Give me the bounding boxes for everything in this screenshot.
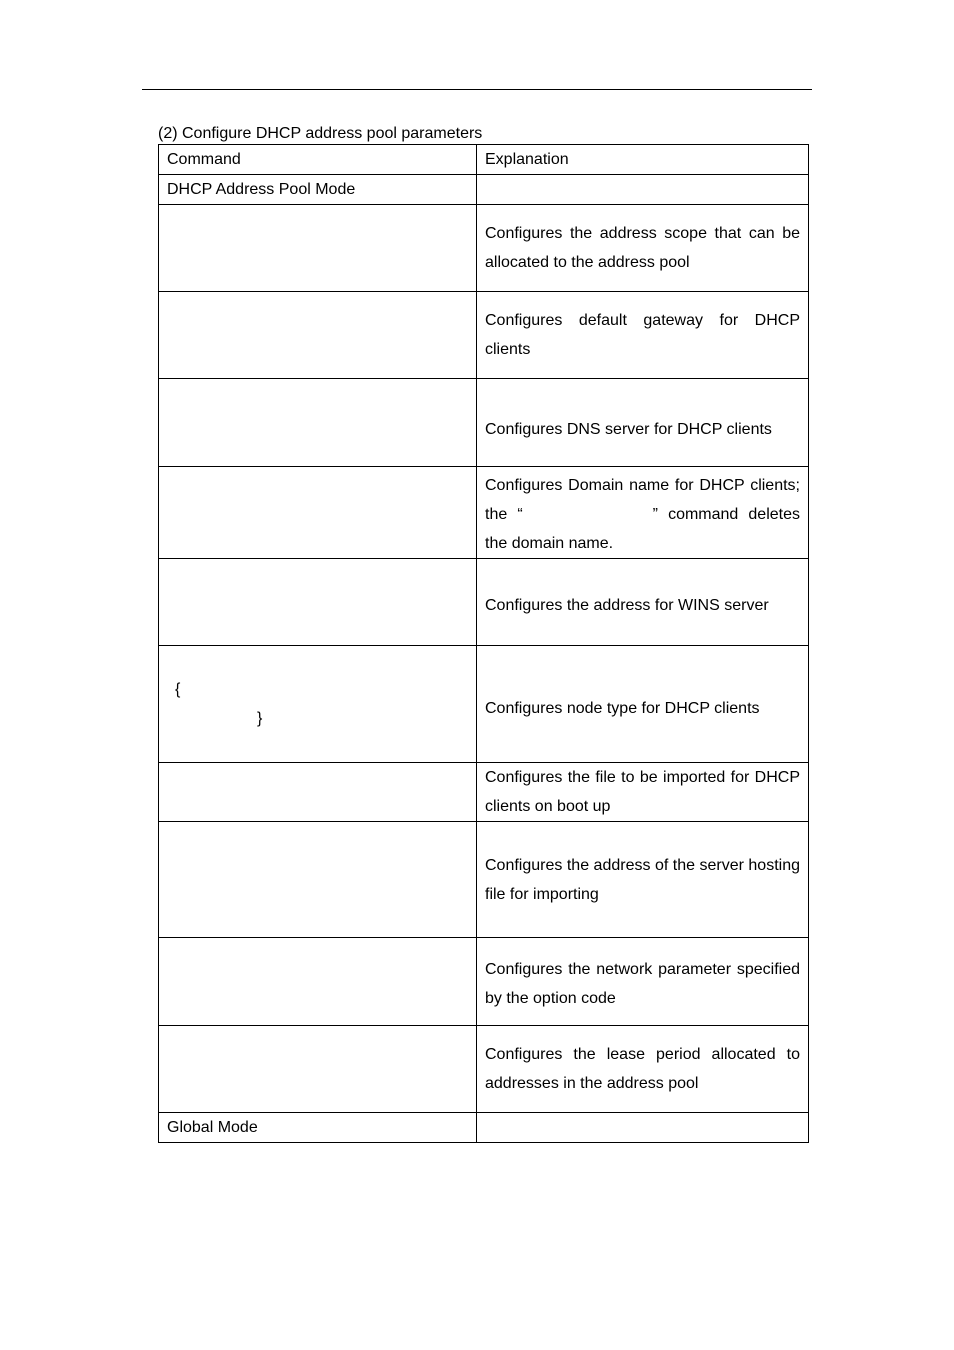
table-row (159, 379, 809, 467)
command-cell (159, 379, 477, 467)
table-row (159, 292, 809, 379)
table-row (159, 763, 809, 822)
brace-close: } (257, 710, 263, 727)
command-cell (159, 559, 477, 646)
table-row (159, 559, 809, 646)
command-cell (159, 205, 477, 292)
table-header-row (159, 145, 809, 175)
table-row (159, 938, 809, 1026)
explanation-part: ” command deletes the domain name. (485, 506, 800, 552)
command-cell (159, 646, 477, 763)
mode-label: DHCP Address Pool Mode (159, 175, 477, 205)
mode-label: Global Mode (159, 1113, 477, 1143)
explanation-cell: Configures the lease period allocated to addresses in the address pool (477, 1026, 809, 1113)
header-command: Command (159, 145, 477, 175)
table-row (159, 467, 809, 559)
explanation-cell: Configures node type for DHCP clients (477, 646, 809, 763)
command-table (158, 144, 809, 1143)
command-cell (159, 1026, 477, 1113)
explanation-cell: Configures default gateway for DHCP clients (477, 292, 809, 379)
explanation-cell: Configures the file to be imported for DHCP clients on boot up (477, 763, 809, 822)
explanation-cell: Configures the address for WINS server (477, 559, 809, 646)
mode-empty-cell (477, 1113, 809, 1143)
explanation-cell: Configures the network parameter specified by the option code (477, 938, 809, 1026)
explanation-part: Configures Domain name for DHCP clients; the “ (485, 477, 800, 523)
command-cell (159, 938, 477, 1026)
header-explanation: Explanation (477, 145, 809, 175)
command-cell (159, 763, 477, 822)
mode-row (159, 175, 809, 205)
mode-row (159, 1113, 809, 1143)
explanation-cell: Configures the address scope that can be allocated to the address pool (477, 205, 809, 292)
table-row (159, 822, 809, 938)
section-caption: (2) Configure DHCP address pool parameters (158, 125, 483, 142)
header-rule (142, 89, 812, 90)
table-row (159, 1026, 809, 1113)
explanation-cell (477, 467, 809, 559)
explanation-cell: Configures the address of the server hosting file for importing (477, 822, 809, 938)
brace-open: { (175, 681, 181, 698)
table-row (159, 646, 809, 763)
command-cell (159, 292, 477, 379)
mode-empty-cell (477, 175, 809, 205)
explanation-cell: Configures DNS server for DHCP clients (477, 379, 809, 467)
table-row (159, 205, 809, 292)
command-cell (159, 467, 477, 559)
command-cell (159, 822, 477, 938)
